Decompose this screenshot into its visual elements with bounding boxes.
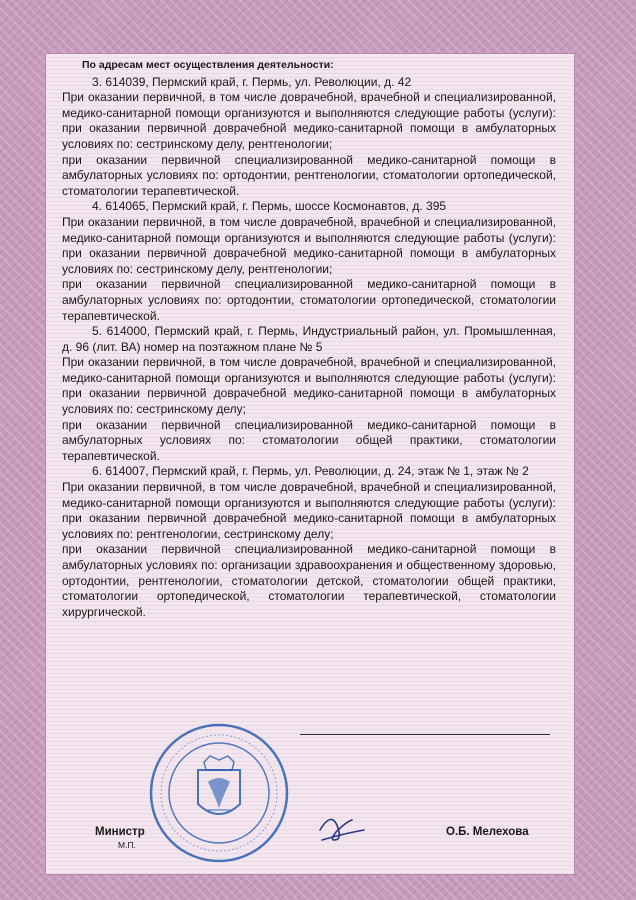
address-line: 5. 614000, Пермский край, г. Пермь, Индустриальный район, ул. Промышленная, д. 96 (лит. ВА) номер на поэтажном плане № 5 <box>62 324 556 354</box>
works-paragraph: При оказании первичной, в том числе доврачебной, врачебной и специализированной, медико-санитарной помощи организуются и выполняются следующие работы (услуги): при оказании первичной доврачебной медико-санитарной помощи в амбулаторных условиях по: сестринскому делу, рентгенологии; <box>62 214 556 276</box>
official-seal-icon <box>148 722 290 864</box>
works-paragraph: При оказании первичной, в том числе доврачебной, врачебной и специализированной, медико-санитарной помощи организуются и выполняются следующие работы (услуги): при оказании первичной доврачебной медико-санитарной помощи в амбулаторных условиях по: рентгенологии, сестринскому делу; <box>62 480 556 541</box>
specialized-paragraph: при оказании первичной специализированной медико-санитарной помощи в амбулаторных условиях по: организации здравоохранения и общественному здоровью, ортодонтии, рентгенологии, стоматологии детской, стоматологии общей практики, стоматологии ортопедической, стоматологии терапевтической, стоматологии хирургической. <box>62 542 556 619</box>
specialized-paragraph: при оказании первичной специализированной медико-санитарной помощи в амбулаторных условиях по: стоматологии общей практики, стоматологии терапевтической. <box>62 417 556 463</box>
entry-5 <box>62 324 556 464</box>
entry-4 <box>62 199 556 324</box>
specialized-paragraph: при оказании первичной специализированной медико-санитарной помощи в амбулаторных условиях по: ортодонтии, рентгенологии, стоматологии ортопедической, стоматологии терапевтической. <box>62 152 556 198</box>
stamp-place-label: М.П. <box>118 840 136 850</box>
address-line: 4. 614065, Пермский край, г. Пермь, шоссе Космонавтов, д. 395 <box>92 199 447 214</box>
works-paragraph: При оказании первичной, в том числе доврачебной, врачебной и специализированной, медико-санитарной помощи организуются и выполняются следующие работы (услуги): при оказании первичной доврачебной медико-санитарной помощи в амбулаторных условиях по: сестринскому делу, рентгенологии; <box>62 90 556 151</box>
handwritten-signature-icon <box>312 800 372 850</box>
signer-title: Министр <box>95 826 145 838</box>
signer-name: О.Б. Мелехова <box>446 826 529 838</box>
entry-3 <box>62 75 556 200</box>
works-paragraph: При оказании первичной, в том числе доврачебной, врачебной и специализированной, медико-санитарной помощи организуются и выполняются следующие работы (услуги): при оказании первичной доврачебной медико-санитарной помощи в амбулаторных условиях по: сестринскому делу; <box>62 355 556 417</box>
signature-divider <box>300 734 550 735</box>
address-line: 3. 614039, Пермский край, г. Пермь, ул. Революции, д. 42 <box>92 74 412 89</box>
section-header: По адресам мест осуществления деятельности: <box>82 59 334 71</box>
address-line: 6. 614007, Пермский край, г. Пермь, ул. Революции, д. 24, этаж № 1, этаж № 2 <box>92 464 529 479</box>
entry-6 <box>62 464 556 620</box>
document-body <box>62 58 556 620</box>
specialized-paragraph: при оказании первичной специализированной медико-санитарной помощи в амбулаторных условиях по: ортодонтии, стоматологии ортопедической, стоматологии терапевтической. <box>62 277 556 323</box>
